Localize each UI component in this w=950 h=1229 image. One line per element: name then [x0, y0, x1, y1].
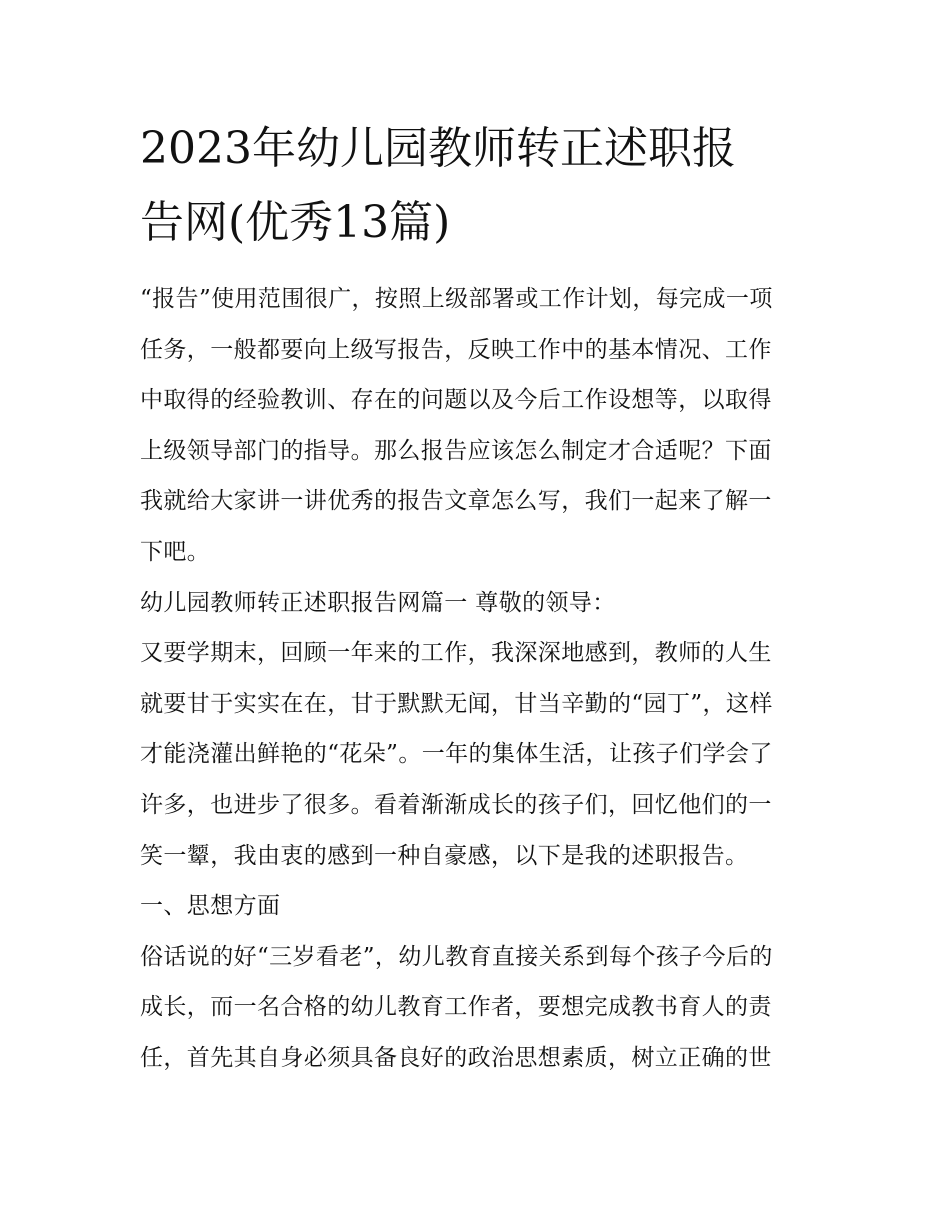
- subsection-heading: [140, 881, 816, 932]
- title-line: 2023年幼儿园教师转正述职报: [140, 123, 736, 174]
- section-heading-paragraph: [140, 578, 816, 629]
- intro-paragraph: [140, 274, 816, 578]
- title-line: 告网(优秀13篇): [140, 197, 451, 248]
- text-line: 又要学期末，回顾一年来的工作，我深深地感到，教师的人生: [140, 640, 772, 667]
- text-line: 笑一颦，我由衷的感到一种自豪感，以下是我的述职报告。: [140, 842, 749, 869]
- text-line: 下吧。: [140, 538, 211, 565]
- text-line: 就要甘于实实在在，甘于默默无闻，甘当辛勤的“园丁”，这样: [140, 690, 773, 717]
- text-line: 幼儿园教师转正述职报告网篇一 尊敬的领导：: [140, 589, 616, 616]
- document-content: [140, 112, 816, 1084]
- text-line: 上级领导部门的指导。那么报告应该怎么制定才合适呢？下面: [140, 437, 772, 464]
- text-line: 中取得的经验教训、存在的问题以及今后工作设想等，以取得: [140, 387, 772, 414]
- text-line: 才能浇灌出鲜艳的“花朵”。一年的集体生活，让孩子们学会了: [140, 741, 773, 768]
- text-line: 许多，也进步了很多。看着渐渐成长的孩子们，回忆他们的一: [140, 791, 772, 818]
- text-line: 成长，而一名合格的幼儿教育工作者，要想完成教书育人的责: [140, 994, 772, 1021]
- body-paragraph: [140, 932, 816, 1084]
- body-paragraph: [140, 628, 816, 881]
- document-title: [140, 112, 816, 260]
- text-line: 俗话说的好“三岁看老”，幼儿教育直接关系到每个孩子今后的: [140, 943, 773, 970]
- text-line: “报告”使用范围很广，按照上级部署或工作计划，每完成一项: [140, 286, 773, 312]
- text-line: 任务，一般都要向上级写报告，反映工作中的基本情况、工作: [140, 336, 772, 363]
- text-line: 一、思想方面: [140, 893, 281, 920]
- text-line: 任，首先其自身必须具备良好的政治思想素质，树立正确的世: [140, 1044, 772, 1071]
- text-line: 我就给大家讲一讲优秀的报告文章怎么写，我们一起来了解一: [140, 488, 772, 515]
